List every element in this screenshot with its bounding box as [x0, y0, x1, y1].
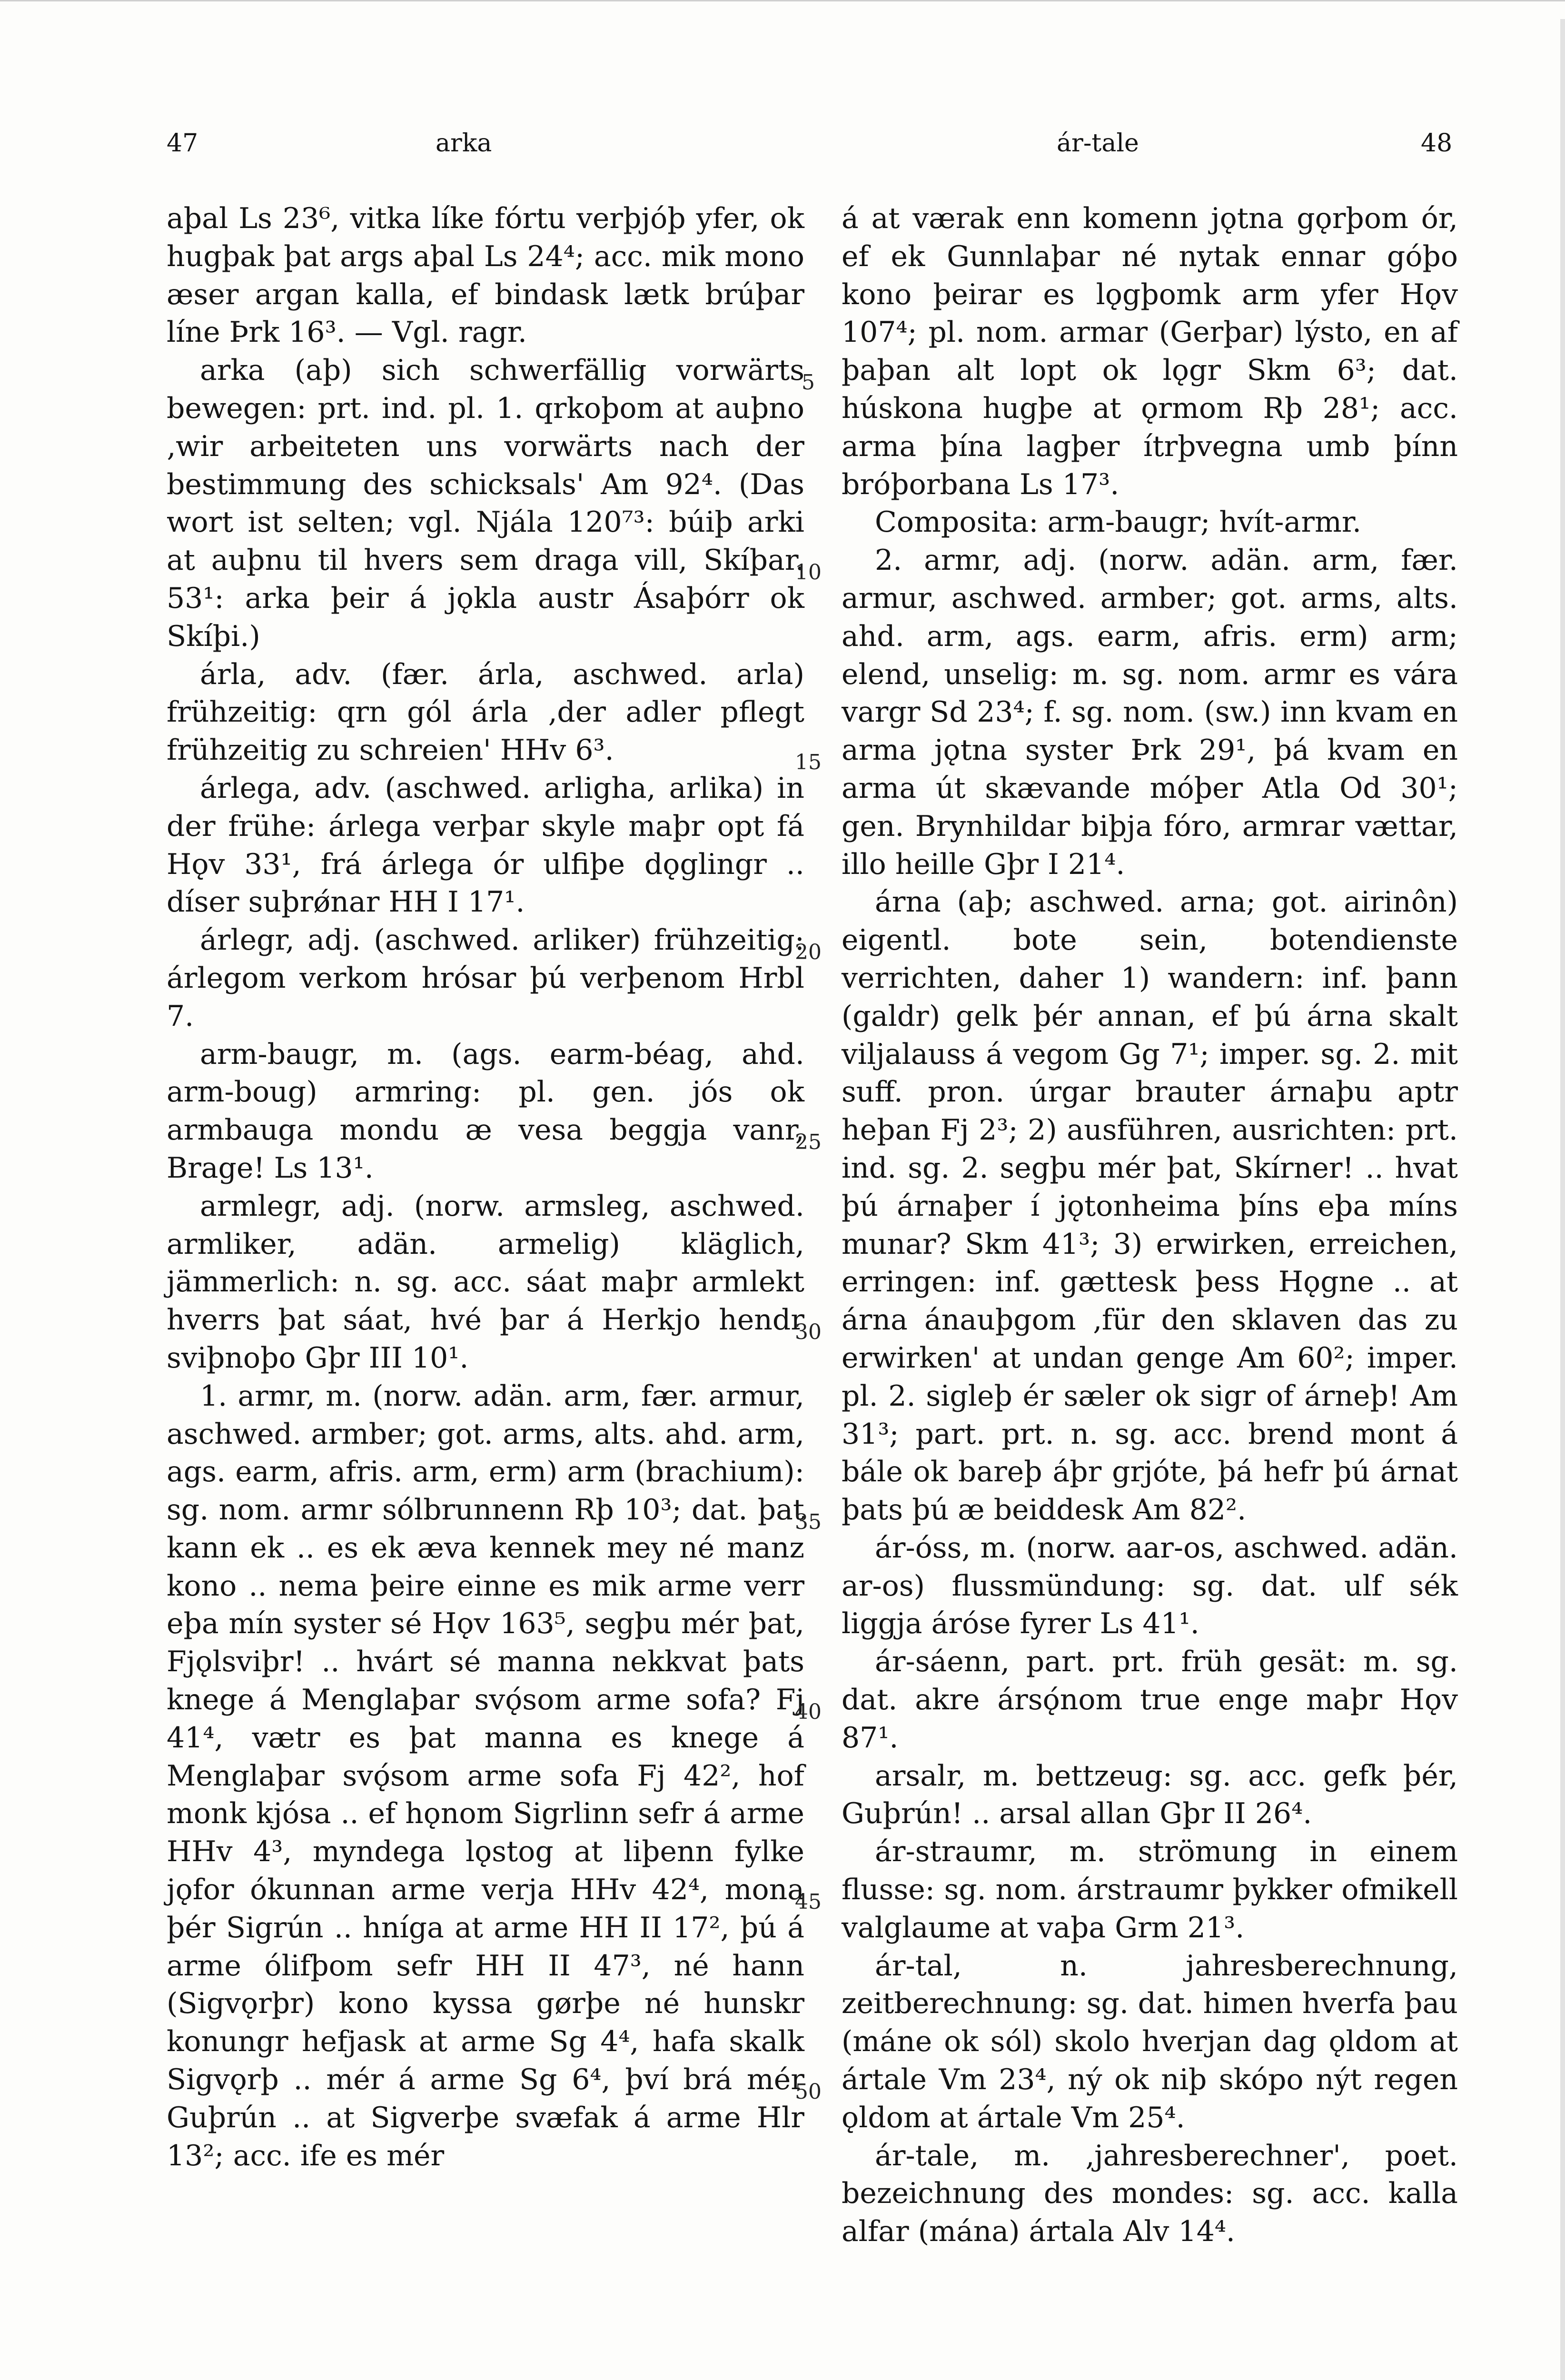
dictionary-entry: arka (aþ) sich schwerfällig vorwärts bewegen: prt. ind. pl. 1. qrkoþom at auþno ‚wir arbeiteten uns vorwärts nach der bestimmung des schicksals' Am 92⁴. (Das wort ist selten; vgl. Njála 120⁷³: búiþ arki at auþnu til hvers sem draga vill, Skíþar. 53¹: arka þeir á jǫkla austr Ásaþórr ok Skíþi.) [167, 354, 804, 653]
line-number: 25 [795, 1130, 822, 1154]
left-column [167, 200, 804, 2175]
dictionary-entry: arsalr, m. bettzeug: sg. acc. gefk þér, Guþrún! .. arsal allan Gþr II 26⁴. [842, 1759, 1458, 1831]
running-head-left: arka [436, 129, 492, 158]
dictionary-entry: ár-tal, n. jahresberechnung, zeitberechnung: sg. dat. himen hverfa þau (máne ok sól) skolo hverjan dag ǫldom at ártale Vm 23⁴, ný ok niþ skópo nýt regen ǫldom at ártale Vm 25⁴. [842, 1949, 1458, 2134]
dictionary-entry: Composita: arm-baugr; hvít-armr. [875, 506, 1362, 539]
dictionary-entry: ár-óss, m. (norw. aar-os, aschwed. adän. ar-os) flussmündung: sg. dat. ulf sék liggja áróse fyrer Ls 41¹. [842, 1531, 1458, 1641]
dictionary-entry: árlega, adv. (aschwed. arligha, arlika) in der frühe: árlega verþar skyle maþr opt fá Hǫv 33¹, frá árlega ór ulfiþe dǫglingr .. díser suþrǿnar HH I 17¹. [167, 771, 804, 919]
dictionary-entry: 2. armr, adj. (norw. adän. arm, fær. armur, aschwed. armber; got. arms, alts. ahd. arm, ags. earm, afris. erm) arm; elend, unselig: m. sg. nom. armr es vára vargr Sd 23⁴; f. sg. nom. (sw.) inn kvam en arma jǫtna syster Þrk 29¹, þá kvam en arma út skævande móþer Atla Od 30¹; gen. Brynhildar biþja fóro, armrar vættar, illo heille Gþr I 21⁴. [842, 544, 1458, 881]
entry-continuation: á at værak enn komenn jǫtna gǫrþom ór, ef ek Gunnlaþar né nytak ennar góþo kono þeirar es lǫgþomk arm yfer Hǫv 107⁴; pl. nom. armar (Gerþar) lýsto, en af þaþan alt lopt ok lǫgr Skm 6³; dat. húskona hugþe at ǫrmom Rþ 28¹; acc. arma þína lagþer ítrþvegna umb þínn bróþorbana Ls 17³. [842, 202, 1458, 501]
dictionary-entry: ár-tale, m. ‚jahresberechner', poet. bezeichnung des mondes: sg. acc. kalla alfar (mána) ártala Alv 14⁴. [842, 2139, 1458, 2249]
top-edge-rule [0, 0, 1565, 1]
dictionary-entry: árla, adv. (fær. árla, aschwed. arla) frühzeitig: qrn gól árla ‚der adler pflegt frühzeitig zu schreien' HHv 6³. [167, 657, 804, 767]
running-head-right: ár-tale [1057, 129, 1139, 158]
line-number: 35 [795, 1510, 822, 1534]
page-number-left: 47 [167, 129, 198, 158]
line-number: 30 [795, 1320, 822, 1344]
line-number: 45 [795, 1890, 822, 1914]
dictionary-entry: ár-sáenn, part. prt. früh gesät: m. sg. dat. akre ársǫ́nom true enge maþr Hǫv 87¹. [842, 1645, 1458, 1755]
dictionary-entry: árlegr, adj. (aschwed. arliker) frühzeitig: árlegom verkom hrósar þú verþenom Hrbl 7. [167, 923, 804, 1033]
dictionary-entry: ár-straumr, m. strömung in einem flusse: sg. nom. árstraumr þykker ofmikell valglaume at vaþa Grm 21³. [842, 1835, 1458, 1944]
line-number: 15 [795, 750, 822, 774]
line-number: 50 [795, 2080, 822, 2104]
dictionary-entry: árna (aþ; aschwed. arna; got. airinôn) eigentl. bote sein, botendienste verrichten, daher 1) wandern: inf. þann (galdr) gelk þér annan, ef þú árna skalt viljalauss á vegom Gg 7¹; imper. sg. 2. mit suff. pron. úrgar brauter árnaþu aptr heþan Fj 2³; 2) ausführen, ausrichten: prt. ind. sg. 2. segþu mér þat, Skírner! .. hvat þú árnaþer í jǫtonheima þíns eþa míns munar? Skm 41³; 3) erwirken, erreichen, erringen: inf. gættesk þess Hǫgne .. at árna ánauþgom ‚für den sklaven das zu erwirken' at undan genge Am 60²; imper. pl. 2. sigleþ ér sæler ok sigr of árneþ! Am 31³; part. prt. n. sg. acc. brend mont á bále ok bareþ áþr grjóte, þá hefr þú árnat þats þú æ beiddesk Am 82². [842, 885, 1458, 1527]
dictionary-entry: 1. armr, m. (norw. adän. arm, fær. armur, aschwed. armber; got. arms, alts. ahd. arm, ags. earm, afris. arm, erm) arm (brachium): sg. nom. armr sólbrunnenn Rþ 10³; dat. þat kann ek .. es ek æva kennek mey né manz kono .. nema þeire einne es mik arme verr eþa mín syster sé Hǫv 163⁵, segþu mér þat, Fjǫlsviþr! .. hvárt sé manna nekkvat þats knege á Menglaþar svǫ́som arme sofa? Fj 41⁴, vætr es þat manna es knege á Menglaþar svǫ́som arme sofa Fj 42², hof monk kjósa .. ef hǫnom Sigrlinn sefr á arme HHv 4³, myndega lǫstog at liþenn fylke jǫfor ókunnan arme verja HHv 42⁴, mona þér Sigrún .. hníga at arme HH II 17², þú á arme ólifþom sefr HH II 47³, né hann (Sigvǫrþr) kono kyssa gørþe né hunskr konungr hefjask at arme Sg 4⁴, hafa skalk Sigvǫrþ .. mér á arme Sg 6⁴, því brá mér Guþrún .. at Sigverþe svæfak á arme Hlr 13²; acc. ife es mér [167, 1379, 804, 2172]
page-right-edge-shadow [1560, 19, 1565, 2380]
right-column [842, 200, 1458, 2251]
line-number: 10 [795, 560, 822, 585]
line-number: 40 [795, 1700, 822, 1724]
dictionary-entry: armlegr, adj. (norw. armsleg, aschwed. armliker, adän. armelig) kläglich, jämmerlich: n. sg. acc. sáat maþr armlekt hverrs þat sáat, hvé þar á Herkjo hendr sviþnoþo Gþr III 10¹. [167, 1189, 804, 1375]
dictionary-entry: arm-baugr, m. (ags. earm-béag, ahd. arm-boug) armring: pl. gen. jós ok armbauga mondu æ vesa beggja vanr, Brage! Ls 13¹. [167, 1037, 804, 1185]
page-number-right: 48 [1421, 129, 1453, 158]
line-number: 20 [795, 940, 822, 964]
line-number: 5 [802, 370, 815, 395]
entry-continuation: aþal Ls 23⁶, vitka líke fórtu verþjóþ yfer, ok hugþak þat args aþal Ls 24⁴; acc. mik mono æser argan kalla, ef bindask lætk brúþar líne Þrk 16³. — Vgl. ragr. [167, 202, 804, 349]
